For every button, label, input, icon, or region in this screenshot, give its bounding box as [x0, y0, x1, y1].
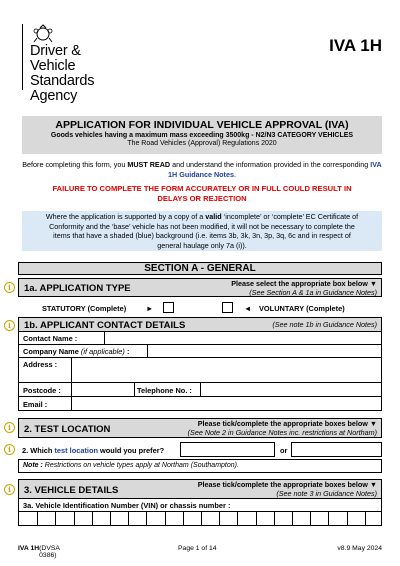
section-2-header: 2. TEST LOCATION Please tick/complete the appropriate boxes below ▼ (See Note 2 in Guidance Notes inc. restrictions at Northam)	[18, 418, 382, 438]
form-subtitle: Goods vehicles having a maximum mass exceeding 3500kg - N2/N3 CATEGORY VEHICLES	[50, 132, 354, 139]
arrow-right-icon: ►	[146, 304, 154, 313]
logo-divider	[22, 24, 23, 90]
vin-character-box[interactable]	[365, 512, 382, 525]
vin-character-box[interactable]	[165, 512, 182, 525]
section-1b-header: 1b. APPLICANT CONTACT DETAILS (See note 1b in Guidance Notes)	[18, 317, 382, 332]
company-name-field[interactable]	[148, 345, 381, 357]
vin-character-box[interactable]	[219, 512, 236, 525]
vin-character-box[interactable]	[347, 512, 364, 525]
test-location-field-1[interactable]	[180, 442, 275, 457]
vin-character-box[interactable]	[128, 512, 145, 525]
company-name-row: Company Name (if applicable) :	[18, 345, 382, 358]
statutory-label: STATUTORY (Complete)	[42, 304, 127, 313]
section-a-header: SECTION A - GENERAL	[18, 262, 382, 275]
vin-label-row	[18, 499, 382, 512]
contact-name-row: Contact Name :	[18, 332, 382, 345]
dvsa-logo	[22, 22, 95, 104]
section-2-title: 2. TEST LOCATION	[24, 424, 111, 435]
ec-certificate-note: Where the application is supported by a copy of a valid ‘incomplete’ or ‘complete’ EC Certificate of Conformity and the ‘base’ vehicle has not been modified, it will not be necessary to complete the items that have a shaded (blue) background (i.e. items 3b, 3k, 3n, 3p, 3q, 6c and in respect of general haulage only 7a (i)).	[22, 211, 382, 251]
email-field[interactable]	[72, 397, 381, 410]
contact-name-field[interactable]	[105, 332, 381, 344]
test-location-link[interactable]: test location	[54, 446, 98, 455]
info-icon[interactable]: i	[4, 320, 15, 331]
vin-character-box[interactable]	[274, 512, 291, 525]
warning-text: FAILURE TO COMPLETE THE FORM ACCURATELY OR IN FULL COULD RESULT IN DELAYS OR REJECTION	[52, 184, 352, 203]
test-location-question: 2. Which test location would you prefer?	[22, 446, 165, 455]
vin-label: 3a. Vehicle Identification Number (VIN) or chassis number :	[23, 501, 231, 510]
agency-name: Driver & Vehicle Standards Agency	[30, 43, 95, 104]
form-title: APPLICATION FOR INDIVIDUAL VEHICLE APPROVAL (IVA)	[55, 119, 349, 131]
vin-input-row	[18, 512, 382, 526]
vin-character-box[interactable]	[201, 512, 218, 525]
vin-character-box[interactable]	[146, 512, 163, 525]
telephone-field[interactable]	[201, 383, 381, 396]
form-code: IVA 1H	[329, 36, 382, 55]
form-title-box	[22, 116, 382, 154]
form-regulations: The Road Vehicles (Approval) Regulations 2020	[127, 140, 277, 147]
test-location-note: Note : Restrictions on vehicle types apply at Northam (Southampton).	[18, 459, 382, 473]
vin-character-box[interactable]	[237, 512, 254, 525]
vin-character-box[interactable]	[92, 512, 109, 525]
voluntary-label: VOLUNTARY (Complete)	[259, 304, 345, 313]
vin-character-box[interactable]	[110, 512, 127, 525]
address-field[interactable]	[72, 358, 381, 382]
vin-character-box[interactable]	[292, 512, 309, 525]
vin-character-box[interactable]	[328, 512, 345, 525]
postcode-field[interactable]	[72, 383, 134, 396]
vin-character-box[interactable]	[19, 512, 36, 525]
arrow-left-icon: ◄	[244, 304, 252, 313]
guidance-notes-link[interactable]: IVA 1H Guidance Notes	[168, 160, 382, 179]
section-1a-header: 1a. APPLICATION TYPE Please select the appropriate box below ▼ (See Section A & 1a in Guidance Notes)	[18, 278, 382, 297]
statutory-checkbox[interactable]	[163, 302, 174, 313]
vin-character-box[interactable]	[256, 512, 273, 525]
info-icon[interactable]: i	[4, 444, 15, 455]
footer-page-number: Page 1 of 14	[178, 545, 217, 552]
vin-character-box[interactable]	[55, 512, 72, 525]
royal-crest-icon	[32, 24, 54, 44]
footer-version: v8.9 May 2024	[337, 545, 382, 552]
section-1a-title: 1a. APPLICATION TYPE	[24, 283, 131, 294]
info-icon[interactable]: i	[4, 484, 15, 495]
info-icon[interactable]: i	[4, 282, 15, 293]
vin-character-box[interactable]	[37, 512, 54, 525]
footer-form-code: IVA 1H (DVSA 0386)	[18, 545, 60, 559]
voluntary-checkbox[interactable]	[222, 302, 233, 313]
intro-text: Before completing this form, you MUST READ and understand the information provided in the corresponding IVA 1H Guidance Notes.	[22, 160, 382, 179]
vin-character-box[interactable]	[74, 512, 91, 525]
vin-character-box[interactable]	[183, 512, 200, 525]
postcode-row: Postcode : Telephone No. :	[18, 383, 382, 397]
section-3-title: 3. VEHICLE DETAILS	[24, 485, 119, 496]
vin-character-box[interactable]	[310, 512, 327, 525]
address-row: Address :	[18, 358, 382, 383]
info-icon[interactable]: i	[4, 422, 15, 433]
section-1b-title: 1b. APPLICANT CONTACT DETAILS	[24, 320, 186, 331]
email-row: Email :	[18, 397, 382, 411]
test-location-field-2[interactable]	[291, 442, 382, 457]
section-3-header: 3. VEHICLE DETAILS Please tick/complete the appropriate boxes below ▼ (See note 3 in Guidance Notes)	[18, 479, 382, 499]
